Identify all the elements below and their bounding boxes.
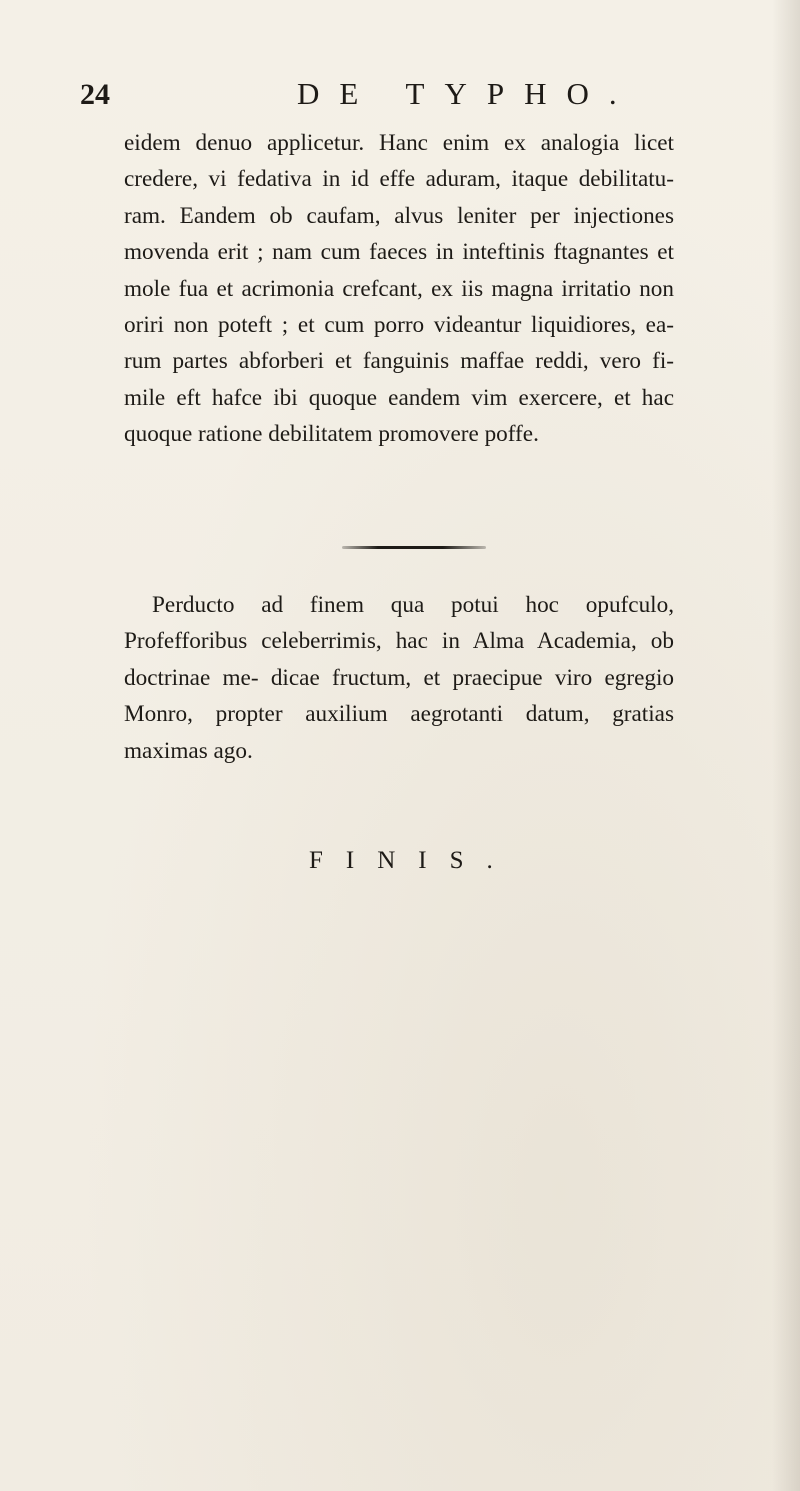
section-divider [342,546,486,549]
acknowledgement-paragraph: Perducto ad finem qua potui hoc opufculo, Profefforibus celeberrimis, hac in Alma Academia, ob doctrinae me- dicae fructum, et praecipue viro egregio Monro, propter auxilium aegrotanti datum, gratias maximas ago. [124,592,674,764]
page-edge-shadow [772,0,800,1491]
running-title: DE TYPHO. [297,76,637,111]
page-header [0,76,800,116]
body-paragraph: eidem denuo applicetur. Hanc enim ex analogia licet credere, vi fedativa in id effe aduram, itaque debilitatu- ram. Eandem ob caufam, alvus leniter per injectiones movenda erit ; nam cum faeces in inteftinis ftagnantes et mole fua et acrimonia crefcant, ex iis magna irritatio non oriri non poteft ; et cum porro videantur liquidiores, ea- rum partes abforberi et fanguinis maffae reddi, vero fi- mile eft hafce ibi quoque eandem vim exercere, et hac quoque ratione debilitatem promovere poffe. [124,130,674,448]
page-number: 24 [80,78,110,111]
finis-heading: FINIS. [309,847,516,874]
